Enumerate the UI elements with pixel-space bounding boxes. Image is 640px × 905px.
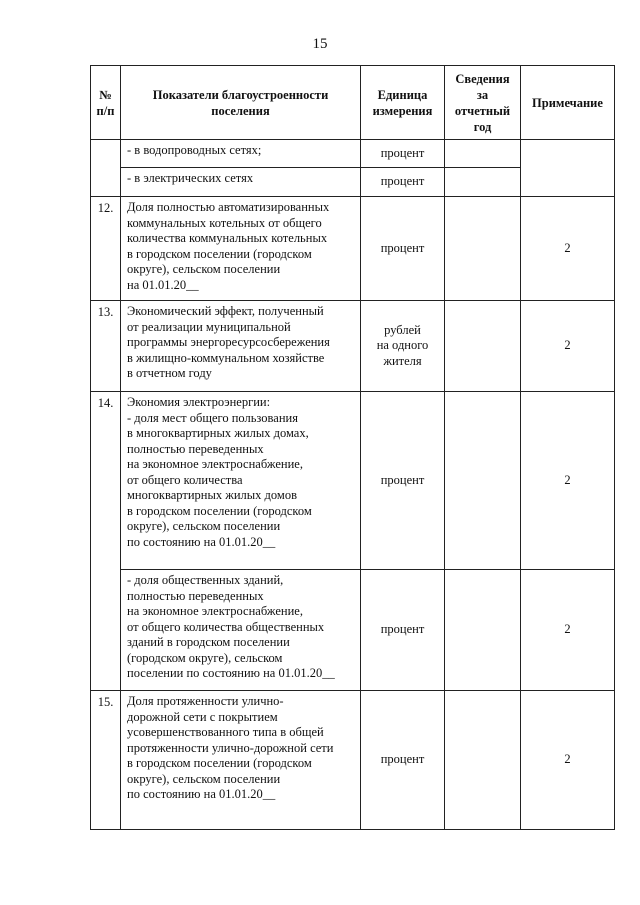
header-note: Примечание [521,66,615,140]
row-text: Экономия электроэнергии: - доля мест общего пользования в многоквартирных жилых домах, полностью переведенных на экономное электроснабжение, от общего количества многоквартирных жилых домов в городском поселении (городском округе), сельском поселении по состоянию на 01.01.20__ [121,392,361,570]
row-data-cell [445,197,521,301]
row-text: Экономический эффект, полученный от реализации муниципальной программы энергоресурсосбережения в жилищно-коммунальном хозяйстве в отчетном году [121,301,361,392]
row-num [91,140,121,197]
table-header-row [91,66,615,140]
row-unit: процент [361,140,445,168]
row-data-cell [445,140,521,168]
header-num: № п/п [91,66,121,140]
row-note: 2 [521,570,615,691]
row-text: - доля общественных зданий, полностью переведенных на экономное электроснабжение, от общего количества общественных зданий в городском поселении (городском округе), сельском поселении по состоянию на 01.01.20__ [121,570,361,691]
row-data-cell [445,691,521,830]
row-data-cell [445,301,521,392]
row-unit: процент [361,691,445,830]
header-unit: Единица измерения [361,66,445,140]
row-num: 15. [91,691,121,830]
table-row [91,691,615,830]
row-unit: процент [361,570,445,691]
table-row [91,301,615,392]
row-note: 2 [521,197,615,301]
row-note: 2 [521,691,615,830]
header-reported-data: Сведения за отчетный год [445,66,521,140]
row-num: 14. [91,392,121,691]
row-unit: процент [361,197,445,301]
row-unit: процент [361,392,445,570]
row-data-cell [445,570,521,691]
row-num: 12. [91,197,121,301]
row-unit: рублей на одного жителя [361,301,445,392]
row-data-cell [445,392,521,570]
row-note: 2 [521,301,615,392]
row-text: - в водопроводных сетях; [121,140,361,168]
row-data-cell [445,168,521,197]
row-note [521,140,615,197]
table-row [91,392,615,570]
row-text: Доля полностью автоматизированных коммунальных котельных от общего количества коммунальных котельных в городском поселении (городском округе), сельском поселении на 01.01.20__ [121,197,361,301]
header-indicator: Показатели благоустроенности поселения [121,66,361,140]
row-note: 2 [521,392,615,570]
page-number: 15 [312,36,328,52]
table-row [91,570,615,691]
row-text: - в электрических сетях [121,168,361,197]
row-text: Доля протяженности улично- дорожной сети с покрытием усовершенствованного типа в общей протяженности улично-дорожной сети в городском поселении (городском округе), сельском поселении по состоянию на 01.01.20__ [121,691,361,830]
row-unit: процент [361,168,445,197]
table-row [91,140,615,168]
row-num: 13. [91,301,121,392]
indicators-table [90,65,615,830]
table-row [91,197,615,301]
